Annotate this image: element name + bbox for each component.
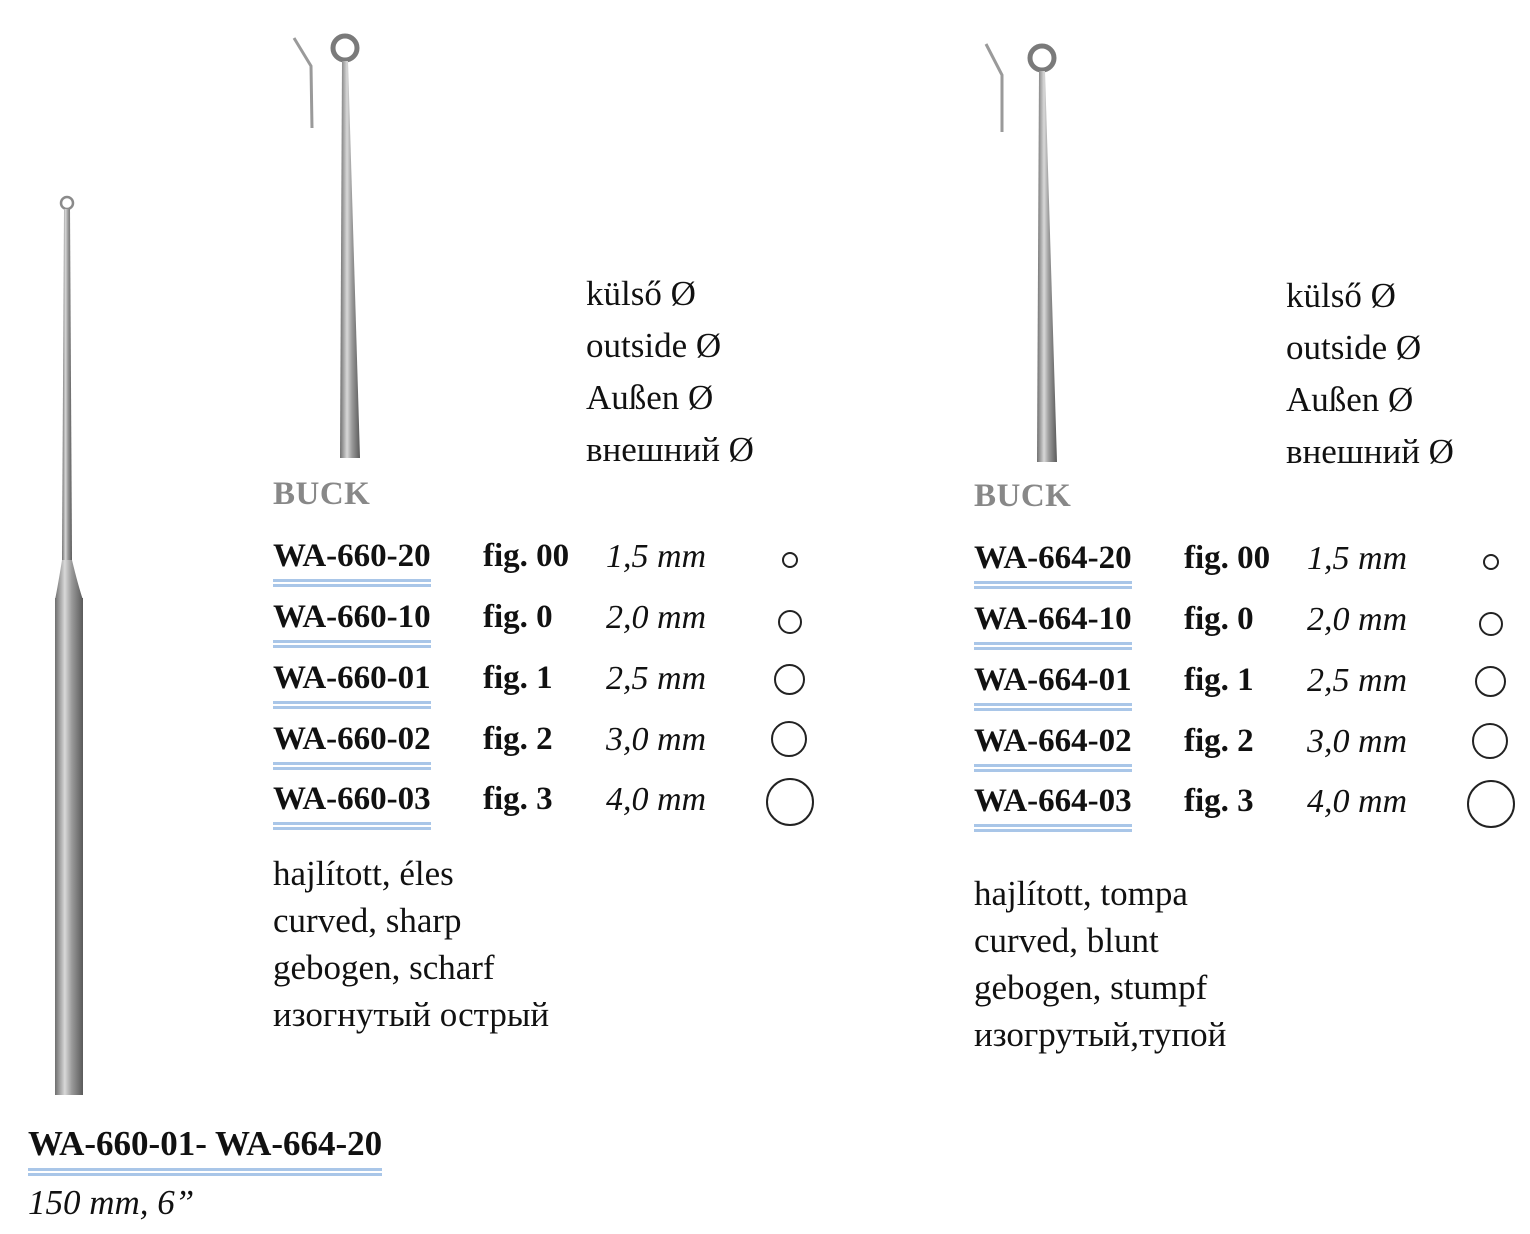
product-code: WA-660-03 (273, 781, 431, 825)
product-row (974, 723, 1530, 784)
diameter-label-hu: külső Ø (586, 274, 696, 313)
figure-number: fig. 1 (483, 660, 553, 696)
product-row (273, 781, 833, 842)
diameter-label-en: outside Ø (1286, 328, 1422, 367)
product-row (273, 599, 833, 660)
diameter-label-de: Außen Ø (1286, 380, 1414, 419)
figure-number: fig. 2 (1184, 723, 1254, 759)
diameter-value: 3,0 mm (1307, 723, 1408, 760)
diameter-value: 1,5 mm (1307, 540, 1408, 577)
product-code: WA-664-02 (974, 723, 1132, 767)
description-hu: hajlított, tompa (974, 874, 1188, 913)
tip-detail-image-2 (986, 44, 1057, 462)
product-row (273, 660, 833, 721)
instrument-length: 150 mm, 6” (28, 1183, 195, 1222)
diameter-circle-icon (771, 721, 807, 757)
figure-number: fig. 0 (1184, 601, 1254, 637)
description-en: curved, blunt (974, 921, 1159, 960)
product-code: WA-664-01 (974, 662, 1132, 706)
figure-number: fig. 3 (1184, 783, 1254, 819)
diameter-label-de: Außen Ø (586, 378, 714, 417)
description-de: gebogen, stumpf (974, 968, 1208, 1007)
diameter-value: 4,0 mm (1307, 783, 1408, 820)
brand-label: BUCK (974, 478, 1072, 514)
diameter-value: 2,0 mm (606, 599, 707, 636)
product-code: WA-660-02 (273, 721, 431, 765)
description-ru: изогрутый,тупой (974, 1015, 1227, 1054)
product-row (273, 538, 833, 599)
diameter-circle-icon (766, 778, 814, 826)
product-row (273, 721, 833, 782)
diameter-circle-icon (774, 664, 805, 695)
product-code: WA-660-01 (273, 660, 431, 704)
figure-number: fig. 1 (1184, 662, 1254, 698)
product-code: WA-664-03 (974, 783, 1132, 827)
figure-number: fig. 0 (483, 599, 553, 635)
diameter-circle-icon (1472, 723, 1508, 759)
diameter-value: 3,0 mm (606, 721, 707, 758)
diameter-value: 2,0 mm (1307, 601, 1408, 638)
diameter-value: 2,5 mm (1307, 662, 1408, 699)
diameter-circle-icon (782, 552, 798, 568)
brand-label: BUCK (273, 476, 371, 512)
diameter-circle-icon (1479, 612, 1503, 636)
product-row (974, 540, 1530, 601)
product-code: WA-664-10 (974, 601, 1132, 645)
diameter-circle-icon (1475, 666, 1506, 697)
tip-detail-image-1 (294, 36, 360, 458)
diameter-label-ru: внешний Ø (1286, 432, 1454, 471)
diameter-label-en: outside Ø (586, 326, 722, 365)
diameter-circle-icon (1467, 780, 1515, 828)
diameter-label-ru: внешний Ø (586, 430, 754, 469)
figure-number: fig. 3 (483, 781, 553, 817)
product-range-code: WA-660-01- WA-664-20 (28, 1124, 382, 1171)
figure-number: fig. 00 (1184, 540, 1271, 576)
product-code: WA-664-20 (974, 540, 1132, 584)
description-ru: изогнутый острый (273, 995, 550, 1034)
figure-number: fig. 00 (483, 538, 570, 574)
diameter-value: 1,5 mm (606, 538, 707, 575)
product-code: WA-660-10 (273, 599, 431, 643)
full-instrument-image (55, 197, 83, 1095)
product-code: WA-660-20 (273, 538, 431, 582)
diameter-value: 4,0 mm (606, 781, 707, 818)
diameter-circle-icon (1483, 554, 1499, 570)
diameter-value: 2,5 mm (606, 660, 707, 697)
product-row (974, 601, 1530, 662)
diameter-label-hu: külső Ø (1286, 276, 1396, 315)
description-de: gebogen, scharf (273, 948, 495, 987)
figure-number: fig. 2 (483, 721, 553, 757)
product-row (974, 662, 1530, 723)
description-hu: hajlított, éles (273, 854, 454, 893)
description-en: curved, sharp (273, 901, 462, 940)
product-row (974, 783, 1530, 844)
diameter-circle-icon (778, 610, 802, 634)
